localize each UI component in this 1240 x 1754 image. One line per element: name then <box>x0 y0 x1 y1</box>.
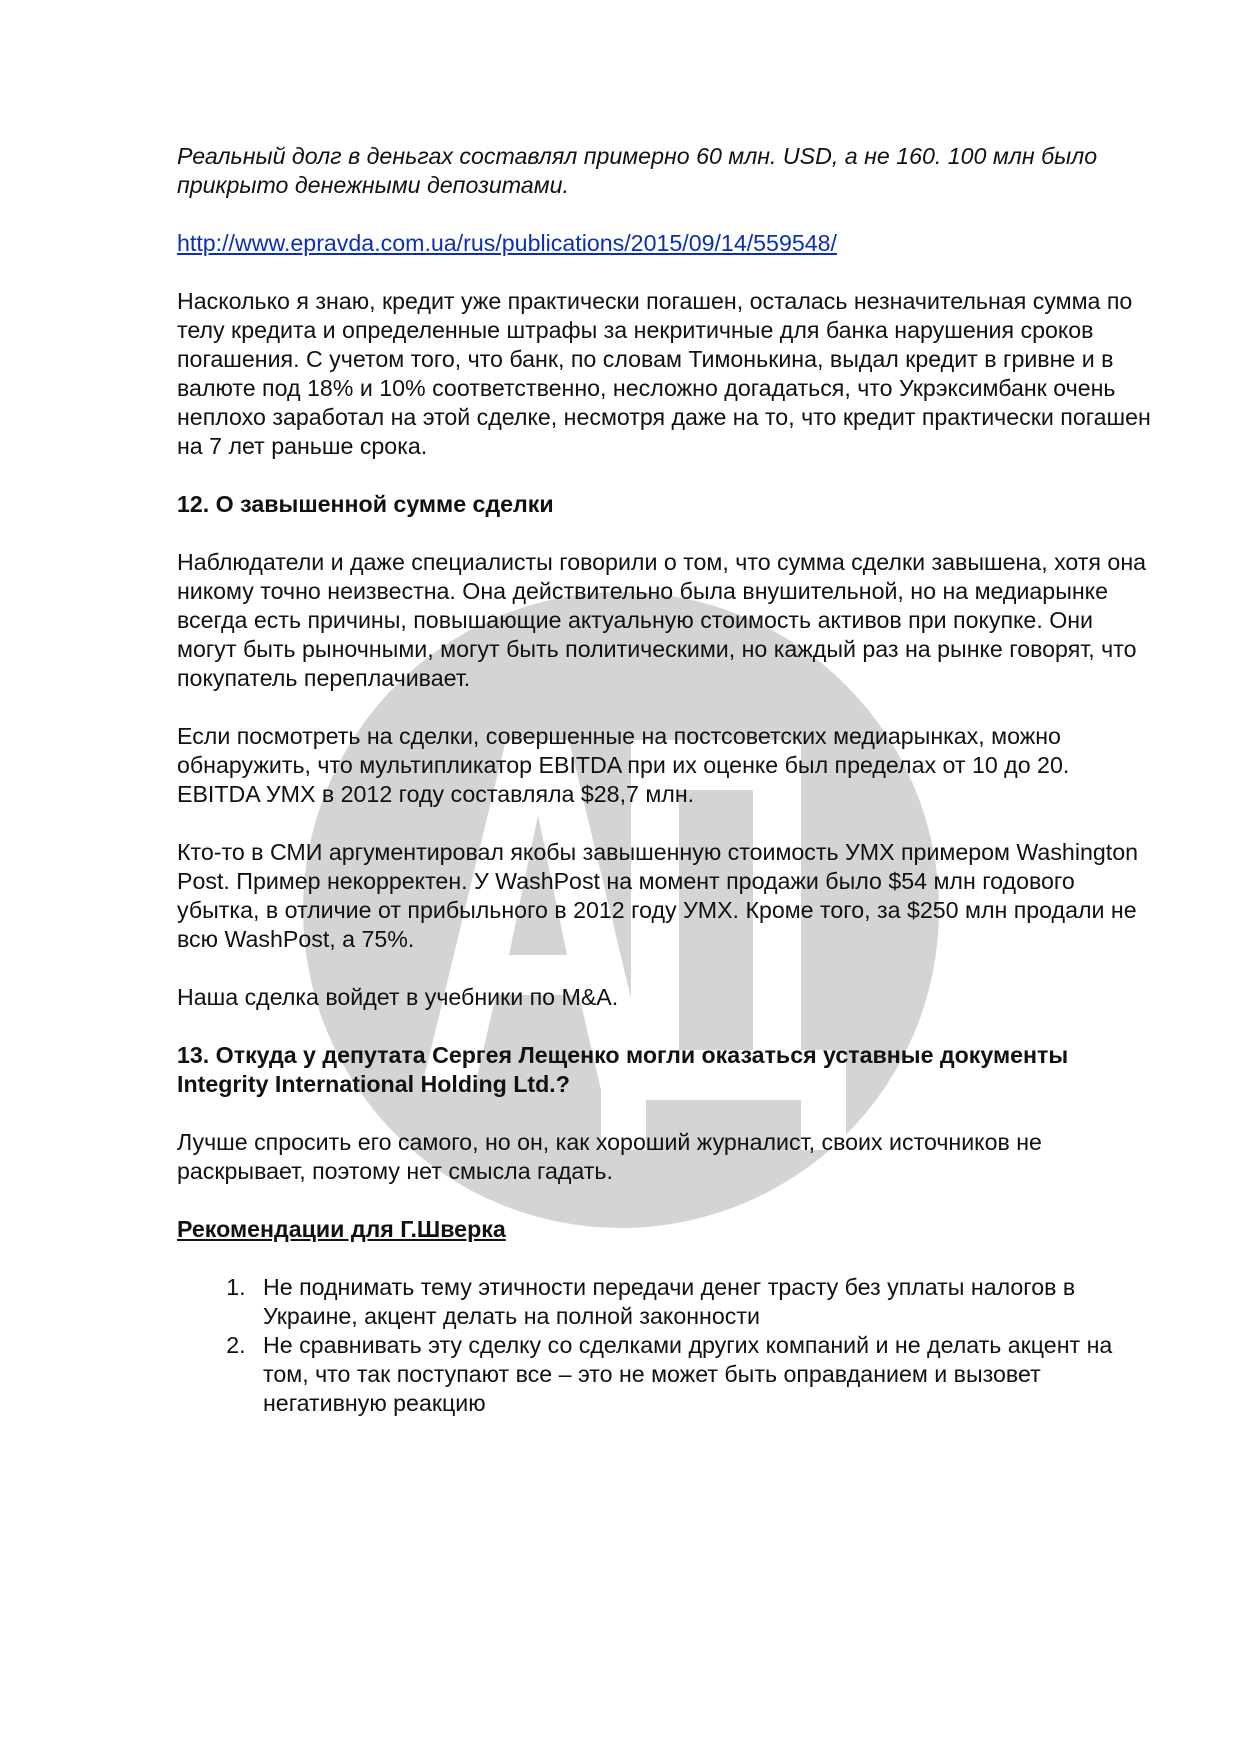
section-12-paragraph-4: Наша сделка войдет в учебники по M&A. <box>177 984 619 1010</box>
section-12-paragraph-3: Кто-то в СМИ аргументировал якобы завышенную стоимость УМХ примером Washington Post. Пример некорректен. У WashPost на момент продажи было $54 млн годового убытка, в отличие от прибыльного в 2012 году УМХ. Кроме того, за $250 млн продали не всю WashPost, а 75%. <box>177 839 1138 952</box>
recommendations-heading: Рекомендации для Г.Шверка <box>177 1216 506 1242</box>
source-link[interactable]: http://www.epravda.com.ua/rus/publications/2015/09/14/559548/ <box>177 230 837 256</box>
credit-paragraph: Насколько я знаю, кредит уже практически погашен, осталась незначительная сумма по телу кредита и определенные штрафы за некритичные для банка нарушения сроков погашения. С учетом того, что банк, по словам Тимонькина, выдал кредит в гривне и в валюте под 18% и 10% соответственно, несложно догадаться, что Укрэксимбанк очень неплохо заработал на этой сделке, несмотря даже на то, что кредит практически погашен на 7 лет раньше срока. <box>177 288 1151 459</box>
recommendation-item: 2. Не сравнивать эту сделку со сделками других компаний и не делать акцент на том, что так поступают все – это не может быть оправданием и вызовет негативную реакцию <box>252 1331 1157 1418</box>
intro-paragraph: Реальный долг в деньгах составлял примерно 60 млн. USD, а не 160. 100 млн было прикрыто денежными депозитами. <box>177 143 1098 198</box>
recommendations-list <box>177 1273 1157 1418</box>
document-page <box>177 142 1157 1418</box>
source-link-line <box>177 229 1157 258</box>
section-13-heading: 13. Откуда у депутата Сергея Лещенко могли оказаться уставные документы Integrity International Holding Ltd.? <box>177 1042 1069 1097</box>
section-12-paragraph-1: Наблюдатели и даже специалисты говорили о том, что сумма сделки завышена, хотя она никому точно неизвестна. Она действительно была внушительной, но на медиарынке всегда есть причины, повышающие актуальную стоимость активов при покупке. Они могут быть рыночными, могут быть политическими, но каждый раз на рынке говорят, что покупатель переплачивает. <box>177 549 1147 691</box>
recommendation-item: 1. Не поднимать тему этичности передачи денег трасту без уплаты налогов в Украине, акцент делать на полной законности <box>252 1273 1157 1331</box>
section-12-heading: 12. О завышенной сумме сделки <box>177 491 554 517</box>
section-13-paragraph-1: Лучше спросить его самого, но он, как хороший журналист, своих источников не раскрывает, поэтому нет смысла гадать. <box>177 1129 1042 1184</box>
section-12-paragraph-2: Если посмотреть на сделки, совершенные на постсоветских медиарынках, можно обнаружить, что мультипликатор EBITDA при их оценке был пределах от 10 до 20. EBITDA УМХ в 2012 году составляла $28,7 млн. <box>177 723 1070 807</box>
